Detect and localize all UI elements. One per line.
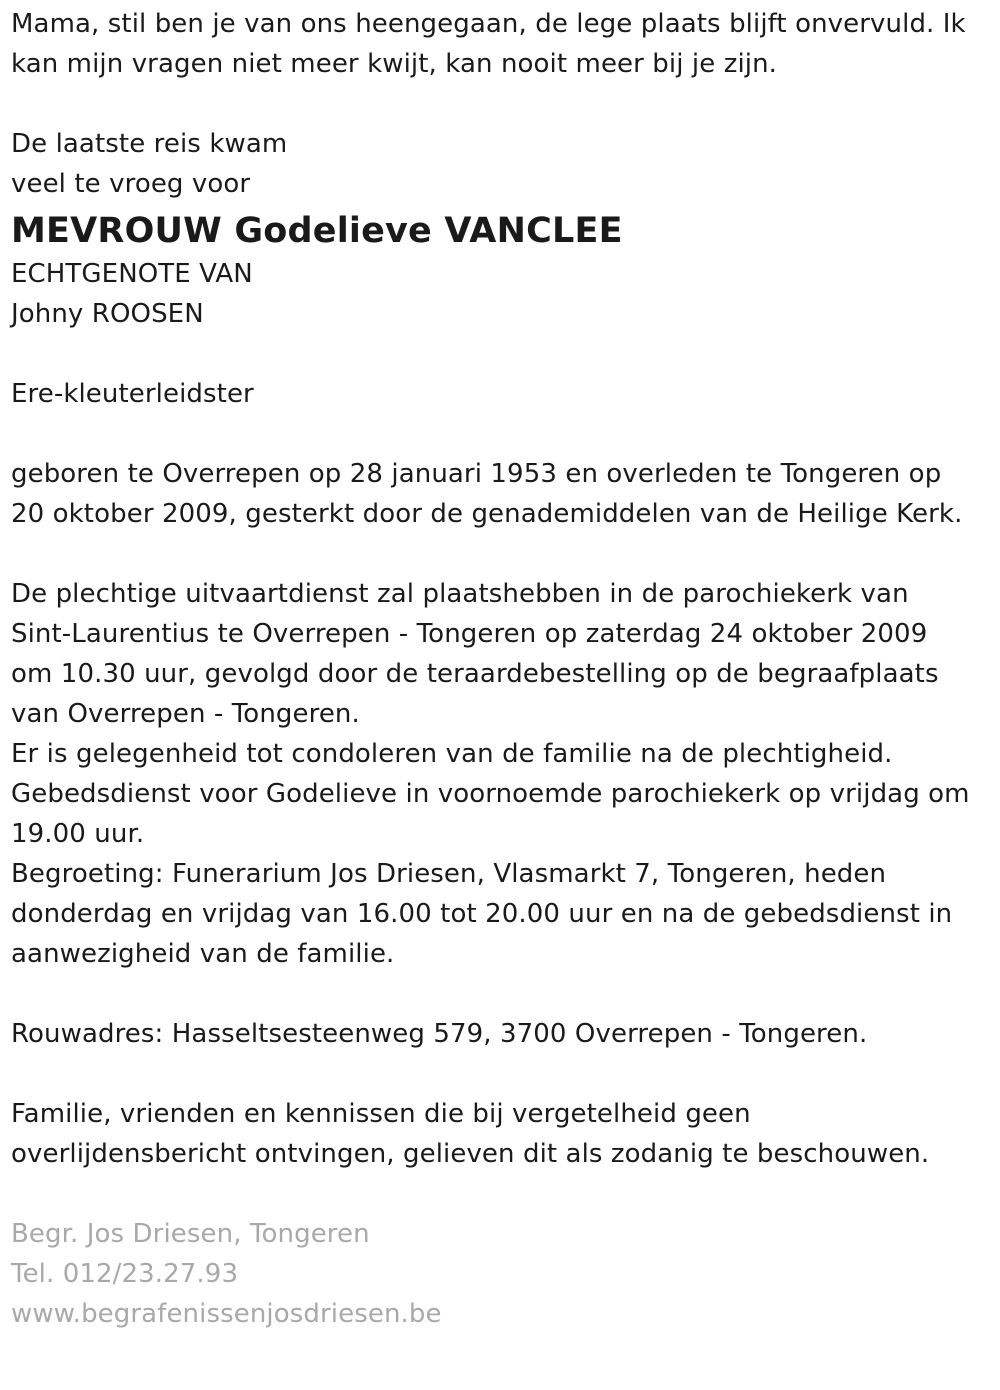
service-line: aanwezigheid van de familie. [11, 939, 395, 969]
service-line: Er is gelegenheid tot condoleren van de familie na de plechtigheid. [11, 739, 893, 769]
intro-line: veel te vroeg voor [11, 169, 251, 199]
service-line: 19.00 uur. [11, 819, 145, 849]
birth-death-line: 20 oktober 2009, gesterkt door de genademiddelen van de Heilige Kerk. [11, 499, 963, 529]
notice-line: Familie, vrienden en kennissen die bij vergetelheid geen [11, 1099, 751, 1129]
service-line: donderdag en vrijdag van 16.00 tot 20.00 uur en na de gebedsdienst in [11, 899, 953, 929]
spacer [11, 1174, 991, 1214]
poem-block [11, 4, 991, 84]
spacer [11, 1054, 991, 1094]
relation-label: ECHTGENOTE VAN [11, 259, 253, 289]
service-line: Begroeting: Funerarium Jos Driesen, Vlasmarkt 7, Tongeren, heden [11, 859, 887, 889]
service-block [11, 574, 991, 974]
poem-line: Mama, stil ben je van ons heengegaan, de lege plaats blijft onvervuld. Ik [11, 9, 966, 39]
spouse-name: Johny ROOSEN [11, 299, 204, 329]
spacer [11, 414, 991, 454]
service-line: Sint-Laurentius te Overrepen - Tongeren op zaterdag 24 oktober 2009 [11, 619, 928, 649]
spacer [11, 534, 991, 574]
notice-line: overlijdensbericht ontvingen, gelieven dit als zodanig te beschouwen. [11, 1139, 930, 1169]
poem-line: kan mijn vragen niet meer kwijt, kan nooit meer bij je zijn. [11, 49, 778, 79]
service-line: om 10.30 uur, gevolgd door de teraardebestelling op de begraafplaats [11, 659, 939, 689]
intro-line: De laatste reis kwam [11, 129, 288, 159]
service-line: van Overrepen - Tongeren. [11, 699, 360, 729]
service-line: Gebedsdienst voor Godelieve in voornoemde parochiekerk op vrijdag om [11, 779, 970, 809]
birth-death-line: geboren te Overrepen op 28 januari 1953 en overleden te Tongeren op [11, 459, 942, 489]
service-line: De plechtige uitvaartdienst zal plaatshebben in de parochiekerk van [11, 579, 909, 609]
occupation: Ere-kleuterleidster [11, 379, 254, 409]
spacer [11, 84, 991, 124]
intro-block [11, 124, 991, 204]
deceased-name: MEVROUW Godelieve VANCLEE [11, 211, 623, 251]
spacer [11, 974, 991, 1014]
mourning-address: Rouwadres: Hasseltsesteenweg 579, 3700 Overrepen - Tongeren. [11, 1019, 868, 1049]
funeral-home-name: Begr. Jos Driesen, Tongeren [11, 1219, 370, 1249]
notice-block [11, 1094, 991, 1174]
funeral-home-footer [11, 1214, 991, 1334]
funeral-home-phone: Tel. 012/23.27.93 [11, 1259, 239, 1289]
birth-death-block [11, 454, 991, 534]
obituary-document [11, 4, 991, 1334]
spacer [11, 334, 991, 374]
funeral-home-website: www.begrafenissenjosdriesen.be [11, 1299, 442, 1329]
